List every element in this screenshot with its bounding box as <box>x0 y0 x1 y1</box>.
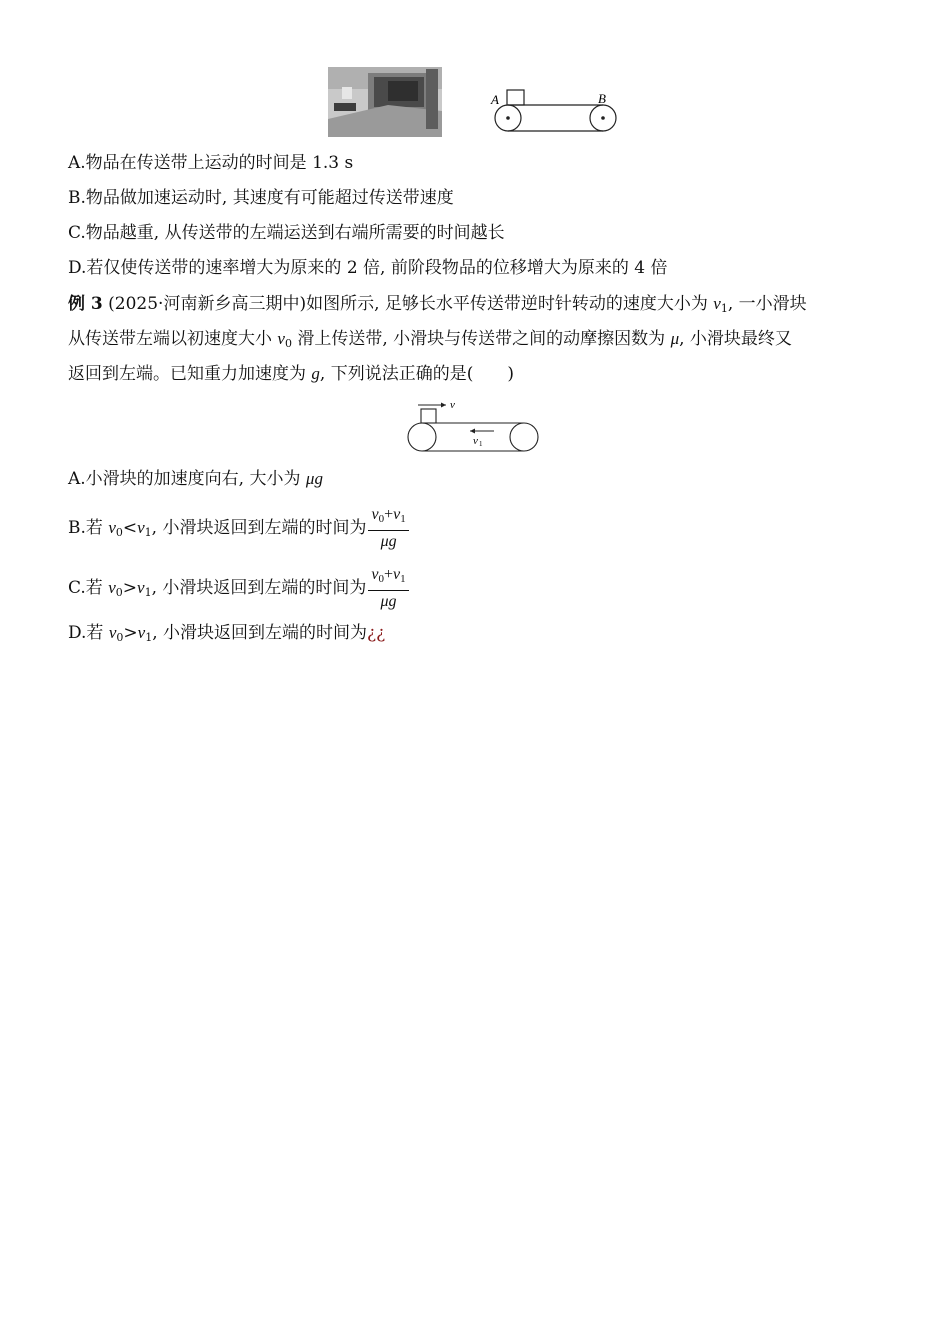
prev-option-c: C.物品越重, 从传送带的左端运送到右端所需要的时间越长 <box>68 223 505 243</box>
fraction-c: $\frac{v_0+v_1}{\mu g}$ <box>368 565 408 612</box>
v1-label: v <box>473 435 478 447</box>
right-roller <box>510 423 538 451</box>
prev-option-a: A.物品在传送带上运动的时间是 1.3 s <box>68 153 354 173</box>
v1-sub: 1 <box>479 440 483 448</box>
garbled-glyphs: ¿¿ <box>367 623 386 643</box>
example3-line2: 从传送带左端以初速度大小 $v_0$ 滑上传送带, 小滑块与传送带之间的动摩擦因数为 μ, 小滑块最终又 <box>68 329 792 350</box>
v0-label: v <box>450 399 455 411</box>
option-d: D.若 $v_0>v_1$, 小滑块返回到左端的时间为¿¿ <box>68 623 386 644</box>
example3-label: 例 3 <box>68 294 103 314</box>
option-a: A.小滑块的加速度向右, 大小为 μg <box>68 469 323 489</box>
conveyor-diagram-v0-v1 <box>404 396 546 456</box>
label-a: A <box>491 92 499 107</box>
label-b: B <box>598 91 606 106</box>
prev-option-b: B.物品做加速运动时, 其速度有可能超过传送带速度 <box>68 188 454 208</box>
conveyor-diagram-ab <box>486 86 621 138</box>
conveyor-photo-image <box>328 67 442 137</box>
example3-line3: 返回到左端。已知重力加速度为 g, 下列说法正确的是( ) <box>68 364 514 384</box>
prev-option-d: D.若仅使传送带的速率增大为原来的 2 倍, 前阶段物品的位移增大为原来的 4 倍 <box>68 258 668 278</box>
option-b: B.若 $v_0<v_1$, 小滑块返回到左端的时间为 $\frac{v_0+v_1}{\mu g}$ <box>68 505 409 553</box>
conveyor-photo-icon <box>328 67 442 137</box>
block-box <box>507 90 524 105</box>
option-c: C.若 $v_0>v_1$, 小滑块返回到左端的时间为 $\frac{v_0+v_1}{\mu g}$ <box>68 565 409 613</box>
fraction-b: $\frac{v_0+v_1}{\mu g}$ <box>368 505 408 552</box>
left-roller <box>408 423 436 451</box>
slider-block <box>421 409 436 423</box>
example3-line1: 例 3 (2025·河南新乡高三期中)如图所示, 足够长水平传送带逆时针转动的速度大小为 $v_1$, 一小滑块 <box>68 294 807 315</box>
